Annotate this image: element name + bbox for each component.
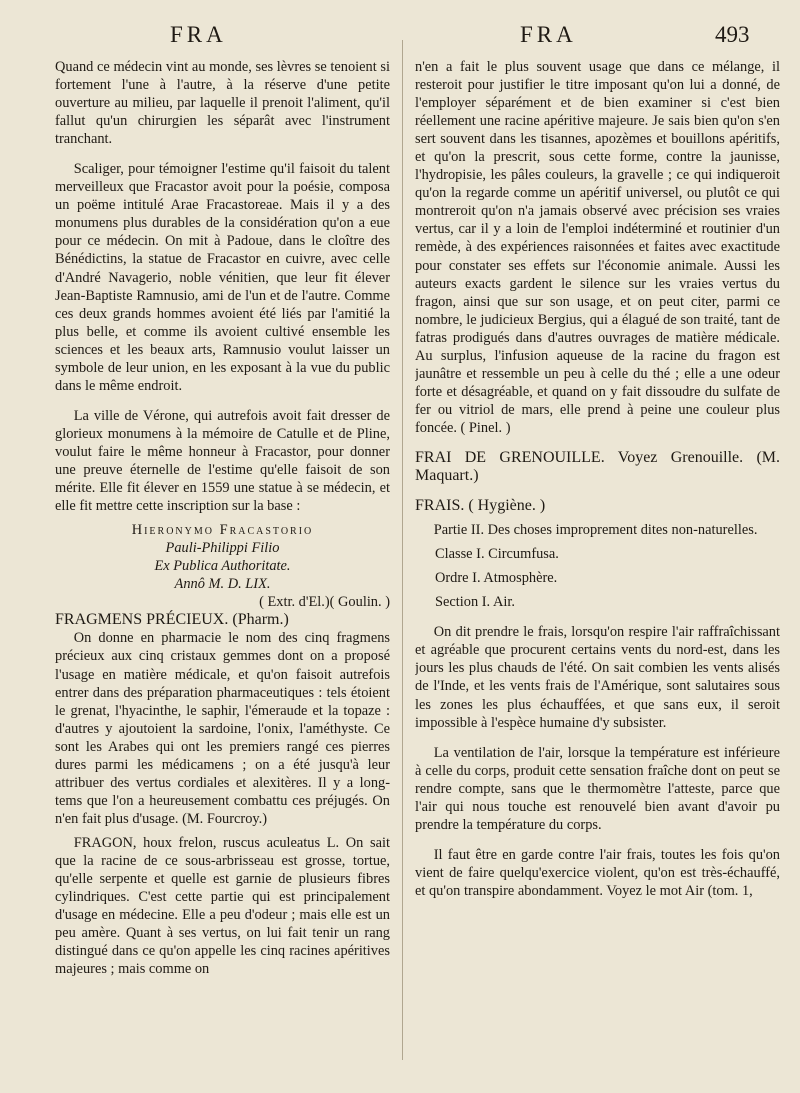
- column-divider: [402, 40, 403, 1060]
- subheading: Partie II. Des choses improprement dites non-naturelles.: [433, 522, 758, 539]
- inscription-line: Ex Publica Authoritate.: [154, 558, 291, 575]
- paragraph: On donne en pharmacie le nom des cinq fragmens précieux aux cinq cristaux gemmes dont on a proposé l'usage en matière médicale, et qu'on faisoit autrefois entrer dans des préparation pharmaceutiques : tels étoient le grenat, l'hyacinthe, le saphir, l'émeraude et la topaze : d'autres y ajoutoient la sardoine, l'onix, l'améthyste. Ce sont les Arabes qui ont les premiers rangé ces pierres dures parmi les médicamens ; on a été jusqu'à leur attribuer des vertus cordiales et alexitères. Il y a long-tems que l'on a heureusement combattu ces préjugés. On n'en fait plus d'usage. (M. Fourcroy.): [55, 630, 390, 827]
- paragraph: La ventilation de l'air, lorsque la température est inférieure à celle du corps, produit cette sensation fraîche dont on peut se rendre compte, sans que le thermomètre l'atteste, parce que l'air qui nous touche est renouvelé bien avant d'avoir pu prendre la température du corps.: [415, 744, 780, 833]
- paragraph: n'en a fait le plus souvent usage que dans ce mélange, il resteroit pour justifier le titre imposant qu'on lui a donné, de l'employer séparément et de bien examiner si c'est bien réellement une racine apéritive majeure. Je sais bien qu'on s'en sert souvent dans les tisannes, apozèmes et bouillons apéritifs, et qu'on la prescrit, sous cette forme, contre la jaunisse, l'hydropisie, les pâles couleurs, la gravelle ; ce qui indiqueroit qu'on la regarde comme un apéritif universel, ou plutôt ce qui montreroit qu'on n'a jamais observé avec précision ses vraies vertus, car il y a loin de l'emploi indéterminé et routinier d'un remède, à des expériences raisonnées et faites avec exactitude pour constater ses effets sur l'économie animale. Aussi les auteurs exacts gardent le silence sur les vraies vertus du fragon, ainsi que sur son usage, et on peut citer, parmi ce nombre, le judicieux Bergius, qui a élagué de son traité, tant de fatras prodigués dans d'autres ouvrages de matière médicale. Au surplus, l'infusion aqueuse de la racine du fragon est jaunâtre et ressemble un peu à celle du thé ; elle a une odeur forte et désagréable, et quand on y fait dissoudre du sulfate de fer ou vitriol de mars, elle prend à peine une couleur plus foncée. ( Pinel. ): [415, 59, 780, 436]
- paragraph: La ville de Vérone, qui autrefois avoit fait dresser de glorieux monumens à la mémoire de Catulle et de Pline, voulut faire le même honneur à Fracastor, pour donner une preuve éternelle de l'estime qu'elle faisoit de son mérite. Elle fit élever en 1559 une statue à se médecin, et elle fit mettre cette inscription sur la base :: [55, 407, 390, 515]
- paragraph: Scaliger, pour témoigner l'estime qu'il faisoit du talent merveilleux que Fracastor avoit pour la poésie, composa un poëme intitulé Arae Fracastoreae. Mais il y a des monumens plus durables de la considération qu'on a eue pour ce médecin. On mit à Padoue, dans le cloître des Bénédictins, la statue de Fracastor en cuivre, avec celle d'André Navagerio, noble vénitien, que leur fit élever Jean-Baptiste Ramnusio, ami de l'un et de l'autre. Comme ces deux grands hommes avoient été liés par l'amitié la plus belle, et comme ils avoient cultivé ensemble les sciences et les beaux arts, Ramnusio voulut laisser un symbole de leur union, en les exposant à la vue du public dans le même endroit.: [55, 161, 390, 394]
- left-column: [55, 58, 390, 1068]
- inscription-line: Pauli-Philippi Filio: [165, 540, 280, 557]
- running-head-left: FRA: [170, 22, 227, 47]
- subheading: Section I. Air.: [435, 594, 515, 611]
- source-attribution: ( Extr. d'El.)( Goulin. ): [259, 594, 390, 611]
- inscription-line: Annô M. D. LIX.: [174, 576, 271, 593]
- right-column: [415, 58, 780, 1068]
- inscription-line: Hieronymo Fracastorio: [131, 522, 314, 539]
- paragraph: On dit prendre le frais, lorsqu'on respire l'air raffraîchissant et agréable que procurent certains vents du nord-est, dans les jours les plus chauds de l'été. On sait combien les vents alisés de l'Inde, et les vents frais de l'Amérique, sont salutaires sous les zones les plus échauffées, et que sans eux, il seroit impossible à l'espèce humaine d'y subsister.: [415, 624, 780, 731]
- subheading: Ordre I. Atmosphère.: [435, 570, 558, 587]
- paragraph: Il faut être en garde contre l'air frais, toutes les fois qu'on vient de faire quelqu'exercice violent, qu'on est très-échauffé, et qu'on transpire abondamment. Voyez le mot Air (tom. 1,: [415, 846, 780, 899]
- entry-heading: FRAIS. ( Hygiène. ): [415, 497, 546, 515]
- page-number: 493: [715, 22, 750, 47]
- entry-heading: FRAGMENS PRÉCIEUX. (Pharm.): [55, 611, 289, 629]
- paragraph: Quand ce médecin vint au monde, ses lèvres se tenoient si fortement l'une à l'autre, à la réserve d'une petite ouverture au milieu, par laquelle il prenoit l'aliment, qu'il fallut qu'un chirurgien les séparât avec l'instrument tranchant.: [55, 59, 390, 148]
- subheading: Classe I. Circumfusa.: [435, 546, 559, 563]
- entry-heading: FRAI DE GRENOUILLE. Voyez Grenouille. (M. Maquart.): [415, 448, 780, 485]
- running-head-right: FRA: [520, 22, 577, 47]
- paragraph: FRAGON, houx frelon, ruscus aculeatus L. On sait que la racine de ce sous-arbrisseau est grosse, tortue, qu'elle serpente et quelle est garnie de plusieurs fibres cylindriques. C'est cette partie qui est principalement d'usage en médecine. Elle a peu d'odeur ; mais elle est un peu amère. Quant à ses vertus, on lui fait tenir un rang distingué dans ce qu'on appelle les cinq racines apéritives majeures ; mais comme on: [55, 834, 390, 978]
